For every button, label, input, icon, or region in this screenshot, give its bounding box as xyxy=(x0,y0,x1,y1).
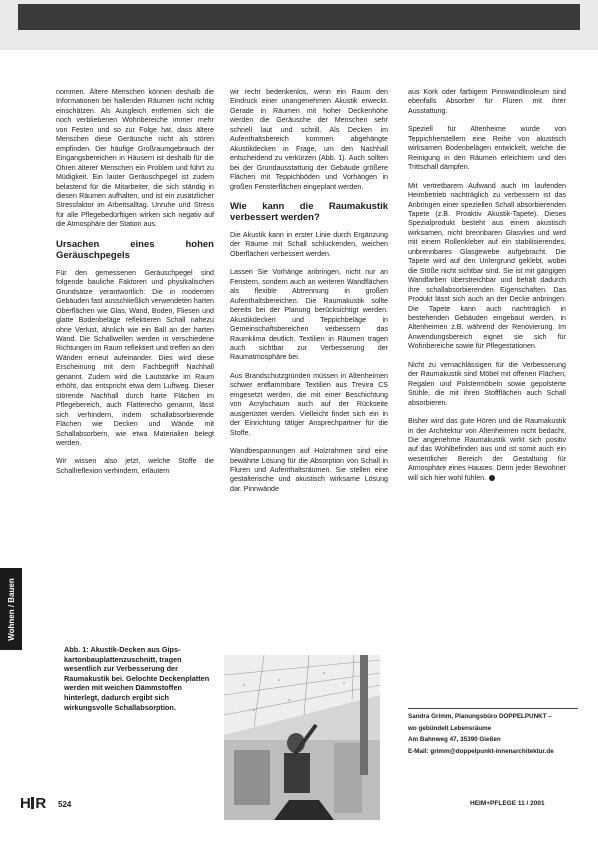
author-address: Am Bahnweg 47, 35390 Gießen xyxy=(408,736,501,743)
paragraph: Wandbespannungen auf Holzrahmen sind eine bewährte Lösung für die Absorption von Schall in Fluren und Aufenthaltsräumen. Sie stellen eine gestalterische und akustisch wirksame Lösung dar. Pinnwände xyxy=(230,447,388,493)
paragraph: wir recht bedenkenlos, wenn ein Raum den Eindruck einer unangenehmen Akustik erweckt. Gerade in Räumen mit hoher Deckenhöhe werden die Geräusche der Menschen sehr schnell laut und schrill. Als Decken im Aufenthaltsbereich kommen abgehängte Akustikdecken in Frage, um den Nachhall entscheidend zu verkürzen (Abb. 1). Auch sollten bei der Grundausstattung der Gebäude größere Flächen mit Teppichböden und Vorhängen in großen Fensterflächen eingeplant werden. xyxy=(230,88,388,191)
paragraph xyxy=(408,417,566,483)
logo-bar xyxy=(31,797,34,809)
logo-letter: R xyxy=(35,795,46,812)
paragraph: Wir wissen also jetzt, welche Stoffe die Schallreflexion verhindern, erläutern xyxy=(56,457,214,475)
section-heading: Ursachen eines hohen Geräuschpegels xyxy=(56,238,214,261)
paragraph: Mit vertretbarem Aufwand auch im laufenden Heimbetrieb nachträglich zu verbessern ist das Anbringen einer speziellen Schall absorbierenden Tapete (z.B. Proaktiv Akustik-Tapete). Dieses Spezialprodukt besteht aus einem akustisch wirksamen, nicht brennbaren Glasvlies und wird mit einem Rollenkleber auf ein stabilisierendes, unbrennbares Glasgewebe aufgebracht. Die Tapete wird auf den Untergrund geklebt, wobei die Stöße nicht sichtbar sind. Sie ist mit gängigen Wandfarben überstreichbar und behält dadurch ihre schallabsorbierenden Eigenschaften. Das Produkt lässt sich auch an der Decke anbringen. Die Tapete kann auch nachträglich in bestehenden Gebäuden eingebaut werden, in Altenheimen z.B. während der Renovierung. Im Anwendungsbereich eignet sie sich für Wohnbereiche sowie für Pflegestationen. xyxy=(408,181,566,351)
paragraph: Aus Brandschutzgründen müssen in Altenheimen schwer entflammbare Textilien aus Trevira CS eingesetzt werden, die mit einer Beschichtung von Acrylschaum auch auf der Rückseite ausgerüstet werden. Vielleicht findet sich ein in der Einrichtung tätiger Ansprechpartner für die Stoffe. xyxy=(230,371,388,437)
paragraph: nommen. Ältere Menschen können deshalb die Informationen bei hallenden Räumen nicht richtig einschätzen. Als Ausgleich entfernen sich die noch verbliebenen Wohnbereiche immer mehr von Festen und so zur Folge hat, dass ältere Menschen diese Geräusche nicht als stören empfinden. Der häufige Großraumgebrauch der Eingangsbereichen in Häusern ist deshalb für die Ohren älterer Menschen ein Problem und führt zu Müdigkeit. Ein lauter Geräuschpegel ist zudem belastend für die Mitarbeiter, die sich ständig in diesen Räumen aufhalten, und ist ein zusätzlicher Stressfaktor im Arbeitsalltag. Unruhe und Stress für alle Pflegebedürftigen wirken sich negativ auf die Atmosphäre der Station aus. xyxy=(56,88,214,229)
author-divider xyxy=(408,708,578,709)
author-email[interactable]: E-Mail: grimm@doppelpunkt-innenarchitektur.de xyxy=(408,747,554,755)
ceiling-photo xyxy=(224,655,380,820)
paragraph: Lassen Sie Vorhänge anbringen, nicht nur an Fenstern, sondern auch an weiteren Wandflächen als flexible Abtrennung in großen Aufenthaltsbereichen. Die Raumakustik sollte bereits bei der Planung berücksichtigt werden. Akustikdecken und Teppichbeläge in Gemeinschaftsbereichen verbessern das Raumklima deutlich. Textilien in Räumen tragen auch sichtbar zur Verbesserung der Raumatmosphäre bei. xyxy=(230,268,388,362)
section-heading: Wie kann die Raumakustik verbessert werden? xyxy=(230,200,388,223)
caption-text: kartonbauplattenzuschnitt, tragen wesentlich zur Verbesserung der Raumakustik bei. Gelochte Deckenplatten werden mit weichen Dämmstoffen hinterlegt, dadurch ergibt sich wirkungsvolle Schallabsorption. xyxy=(64,654,210,712)
section-side-tab xyxy=(0,568,22,650)
top-header-band xyxy=(0,0,598,50)
side-tab-label: Wohnen / Bauen xyxy=(6,577,16,641)
paragraph: Für den gemessenen Geräuschpegel sind folgende bauliche Faktoren und physikalischen Grundsätze verantwortlich: Die in modernen Gebäuden fast ausschließlich verwendeten harten Oberflächen wie Glas, Wand, Boden, Fliesen und glatte Bodenbeläge reflektieren Schall nahezu ohne Verlust, ähnlich wie ein Ball an der harten Wand. Die Schallwellen werden in verschiedene Richtungen im Raum reflektiert und treffen an den Wänden erneut aufeinander. Dies wird diese Erscheinung mit dem Fachbegriff Nachhall genannt. Zudem wird die Lautstärke im Raum erhöht, das entspricht etwa dem Luftweg. Dieser störende Nachhall durch harte Flächen im Pflegebereich, auch Flatterecho genannt, lässt sich verhindern, indem schallabsorbierende Flächen wie Decken und Wände mit Schallabsorbern, wie etwa Materialien belegt werden. xyxy=(56,268,214,447)
column-1 xyxy=(56,88,214,485)
column-2 xyxy=(230,88,388,503)
author-subtitle: wo gebündelt Lebensräume xyxy=(408,724,492,732)
magazine-logo xyxy=(20,795,46,812)
paragraph-text: Bisher wird das gute Hören und die Raumakustik in der Architektur von Altenheimen nicht bedacht. Die angenehme Raumakustik wirkt sich positiv auf das Wohlbefinden aus und ist somit auch ein wesentlicher Bereich der Gestaltung für Atmosphäre eines Hauses. Denn jeder Bewohner will sich hier wohl fühlen. xyxy=(408,417,566,482)
author-name: Sandra Grimm, Planungsbüro DOPPELPUNKT – xyxy=(408,713,552,720)
logo-letter-h: H xyxy=(20,795,31,812)
header-dark-strip xyxy=(18,4,580,30)
paragraph: Die Akustik kann in erster Linie durch Ergänzung der Räume mit Schall schluckenden, weichen Oberflächen verbessert werden. xyxy=(230,230,388,258)
paragraph: Speziell für Altenheime wurde von Teppichherstellern eine Reihe von akustisch wirksamen Bodenbelägen entwickelt, welche die Reinigung in den Räumen erleichtern und den Trittschall dämpfen. xyxy=(408,125,566,172)
figure-caption xyxy=(64,645,214,712)
author-box xyxy=(408,708,578,757)
caption-title: Abb. 1: Akustik-Decken aus Gips- xyxy=(64,645,181,654)
end-of-article-icon xyxy=(489,475,495,481)
paragraph: Nicht zu vernachlässigen für die Verbesserung der Raumakustik sind Möbel mit offenen Flächen, Regalen und Polstermöbeln sowie gepolsterte Stühle, die mit ihren Stoffflächen auch Schall absorbieren. xyxy=(408,360,566,407)
page-number: 524 xyxy=(58,800,72,809)
column-3 xyxy=(408,88,566,492)
article-body xyxy=(56,88,576,648)
issue-label: HEIM+PFLEGE 11 / 2001 xyxy=(470,800,545,807)
paragraph: aus Kork oder farbigem Pinnwandlinoleum sind ebenfalls Absorber für Fluren mit ihrer Ausstattung. xyxy=(408,88,566,115)
ceiling-photo-illustration xyxy=(224,655,380,820)
